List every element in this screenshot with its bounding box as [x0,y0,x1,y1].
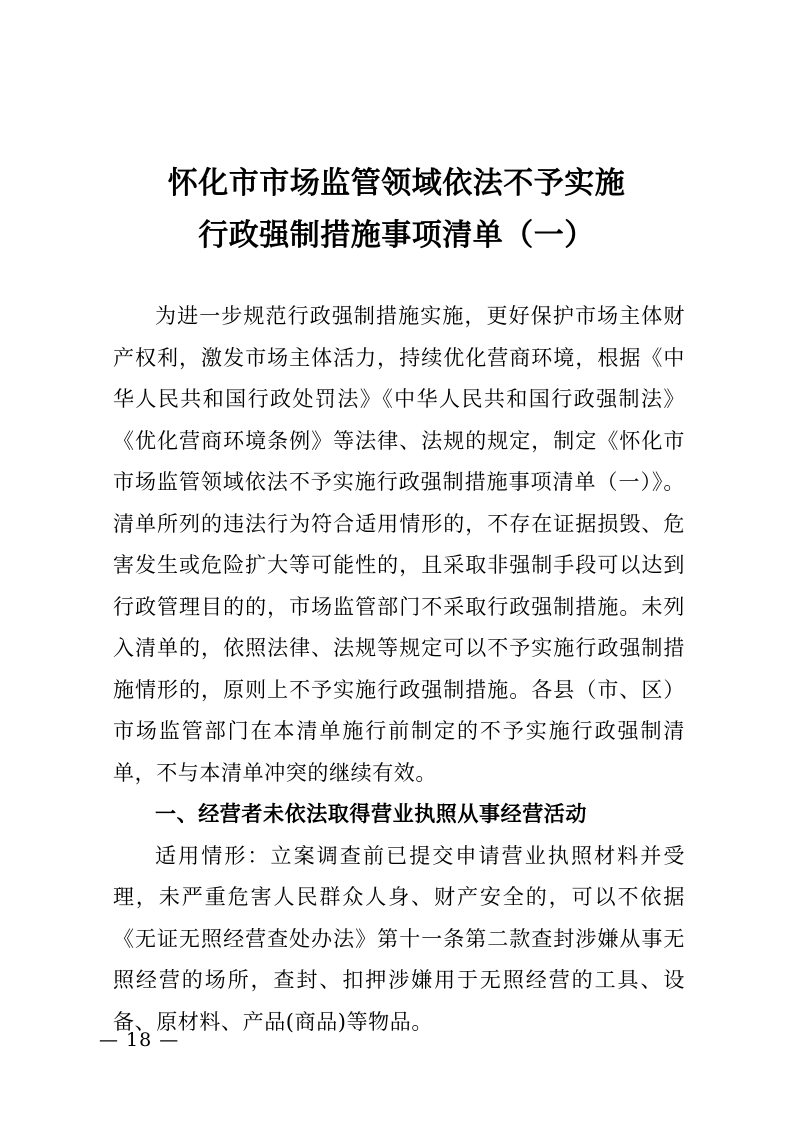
document-title [0,158,793,262]
document-title-line-2: 行政强制措施事项清单（一） [198,218,595,253]
section-1-heading: 一、经营者未依法取得营业执照从事经营活动 [155,802,587,826]
section-1-paragraph: 适用情形：立案调查前已提交申请营业执照材料并受理，未严重危害人民群众人身、财产安全的，可以不依据《无证无照经营查处办法》第十一条第二款查封涉嫌从事无照经营的场所，查封、扣押涉嫌用于无照经营的工具、设备、原材料、产品(商品)等物品。 [113,843,685,1034]
document-body [113,296,685,1043]
document-title-line-1: 怀化市市场监管领域依法不予实施 [167,166,626,201]
page-number-footer: — 18 — [99,1029,180,1051]
intro-paragraph: 为进一步规范行政强制措施实施，更好保护市场主体财产权利，激发市场主体活力，持续优化营商环境，根据《中华人民共和国行政处罚法》《中华人民共和国行政强制法》《优化营商环境条例》等法律、法规的规定，制定《怀化市市场监管领域依法不予实施行政强制措施事项清单（一）》。清单所列的违法行为符合适用情形的，不存在证据损毁、危害发生或危险扩大等可能性的，且采取非强制手段可以达到行政管理目的的，市场监管部门不采取行政强制措施。未列入清单的，依照法律、法规等规定可以不予实施行政强制措施情形的，原则上不予实施行政强制措施。各县（市、区）市场监管部门在本清单施行前制定的不予实施行政强制清单，不与本清单冲突的继续有效。 [113,304,685,785]
